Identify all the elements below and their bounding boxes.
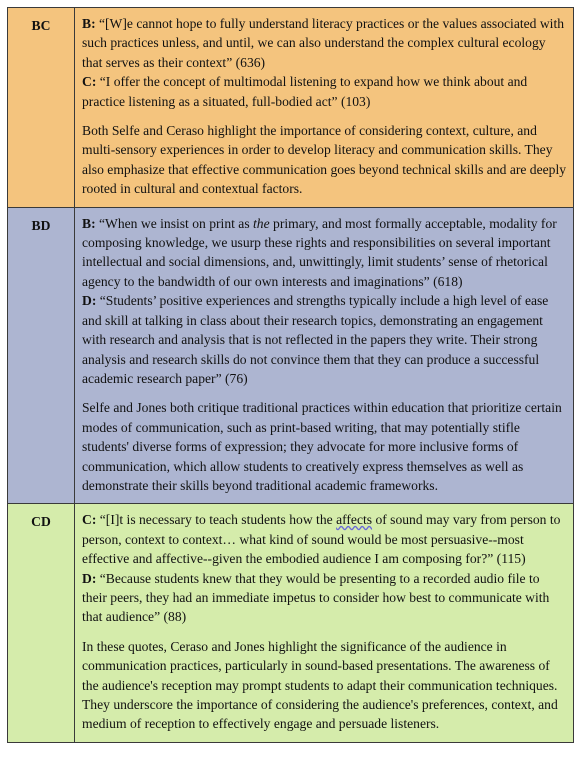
quote-c: [82, 72, 567, 111]
row-content-bc: [75, 8, 574, 208]
quote-c: [82, 510, 567, 568]
quote-d: [82, 291, 567, 388]
quote-text: “I offer the concept of multimodal listening to expand how we think about and practice listening as a situated, full-bodied act” (103): [82, 74, 528, 109]
quote-d: [82, 569, 567, 627]
table-row-bd: [8, 207, 574, 504]
row-summary-cd: In these quotes, Ceraso and Jones highlight the significance of the audience in communication practices, particularly in sound-based presentations. The awareness of the audience's reception may prompt students to adapt their communication techniques. They underscore the importance of considering the audience's preferences, context, and medium of reception to effectively engage and persuade listeners.: [82, 638, 558, 732]
quote-spellcheck-word: affects: [336, 512, 373, 528]
quote-speaker: B:: [82, 16, 96, 31]
quote-b: [82, 14, 567, 72]
quote-speaker: D:: [82, 293, 97, 309]
quote-text-pre: “[I]t is necessary to teach students how the: [96, 512, 337, 528]
row-content-cd: [75, 504, 574, 742]
row-summary-bd: Selfe and Jones both critique traditional practices within education that prioritize certain modes of communication, such as print-based writing, that may potentially stifle students' diverse forms of expression; they advocate for more inclusive forms of communication, which allow students to creatively express themselves as well as demonstrate their skills beyond traditional academic frameworks.: [82, 400, 562, 493]
quote-b: [82, 214, 567, 292]
quote-text: “Students’ positive experiences and strengths typically include a high level of ease and skill at talking in class about their research topics, demonstrating an engagement with research and analysis that is not reflected in the papers they write. Their strong analysis and research skills do not convince them that they can produce a successful academic research paper” (76): [82, 293, 549, 386]
row-content-bd: [75, 207, 574, 504]
quote-speaker: C:: [82, 74, 97, 90]
quote-text-post: of sound may vary from person to person, context to context… what kind of sound would be most persuasive--most effective and affective--given the embodied audience I am composing for?” (115): [82, 512, 561, 567]
row-summary-bc: Both Selfe and Ceraso highlight the importance of considering context, culture, and multi-sensory experiences in order to develop literacy and communication skills. They also emphasize that effective communication goes beyond technical skills and are deeply rooted in cultural and contextual factors.: [82, 123, 567, 197]
comparison-table: [7, 7, 574, 743]
quote-speaker: C:: [82, 512, 97, 528]
quote-speaker: D:: [82, 570, 97, 586]
quote-text-post: primary, and most formally acceptable, modality for composing knowledge, we usurp these rights and responsibilities on several important intellectual and social dimensions, and, unwittingly, limit students’ sense of rhetorical agency to the bandwidth of our own interests and imaginations” (618): [82, 215, 557, 289]
row-label-bd: BD: [8, 207, 75, 504]
row-label-cd: CD: [8, 504, 75, 742]
row-label-bc: BC: [8, 8, 75, 208]
quote-text-pre: “When we insist on print as: [95, 215, 254, 231]
quote-speaker: B:: [82, 215, 96, 231]
table-row-cd: [8, 504, 574, 742]
quote-emphasis: the: [253, 215, 270, 231]
quote-text: “Because students knew that they would be presenting to a recorded audio file to their peers, they had an immediate impetus to consider how best to communicate with that audience” (88): [82, 570, 550, 625]
table-row-bc: [8, 8, 574, 208]
quote-text: “[W]e cannot hope to fully understand literacy practices or the values associated with such practices unless, and until, we can also understand the complex cultural ecology that serves as their context” (636): [82, 16, 565, 70]
